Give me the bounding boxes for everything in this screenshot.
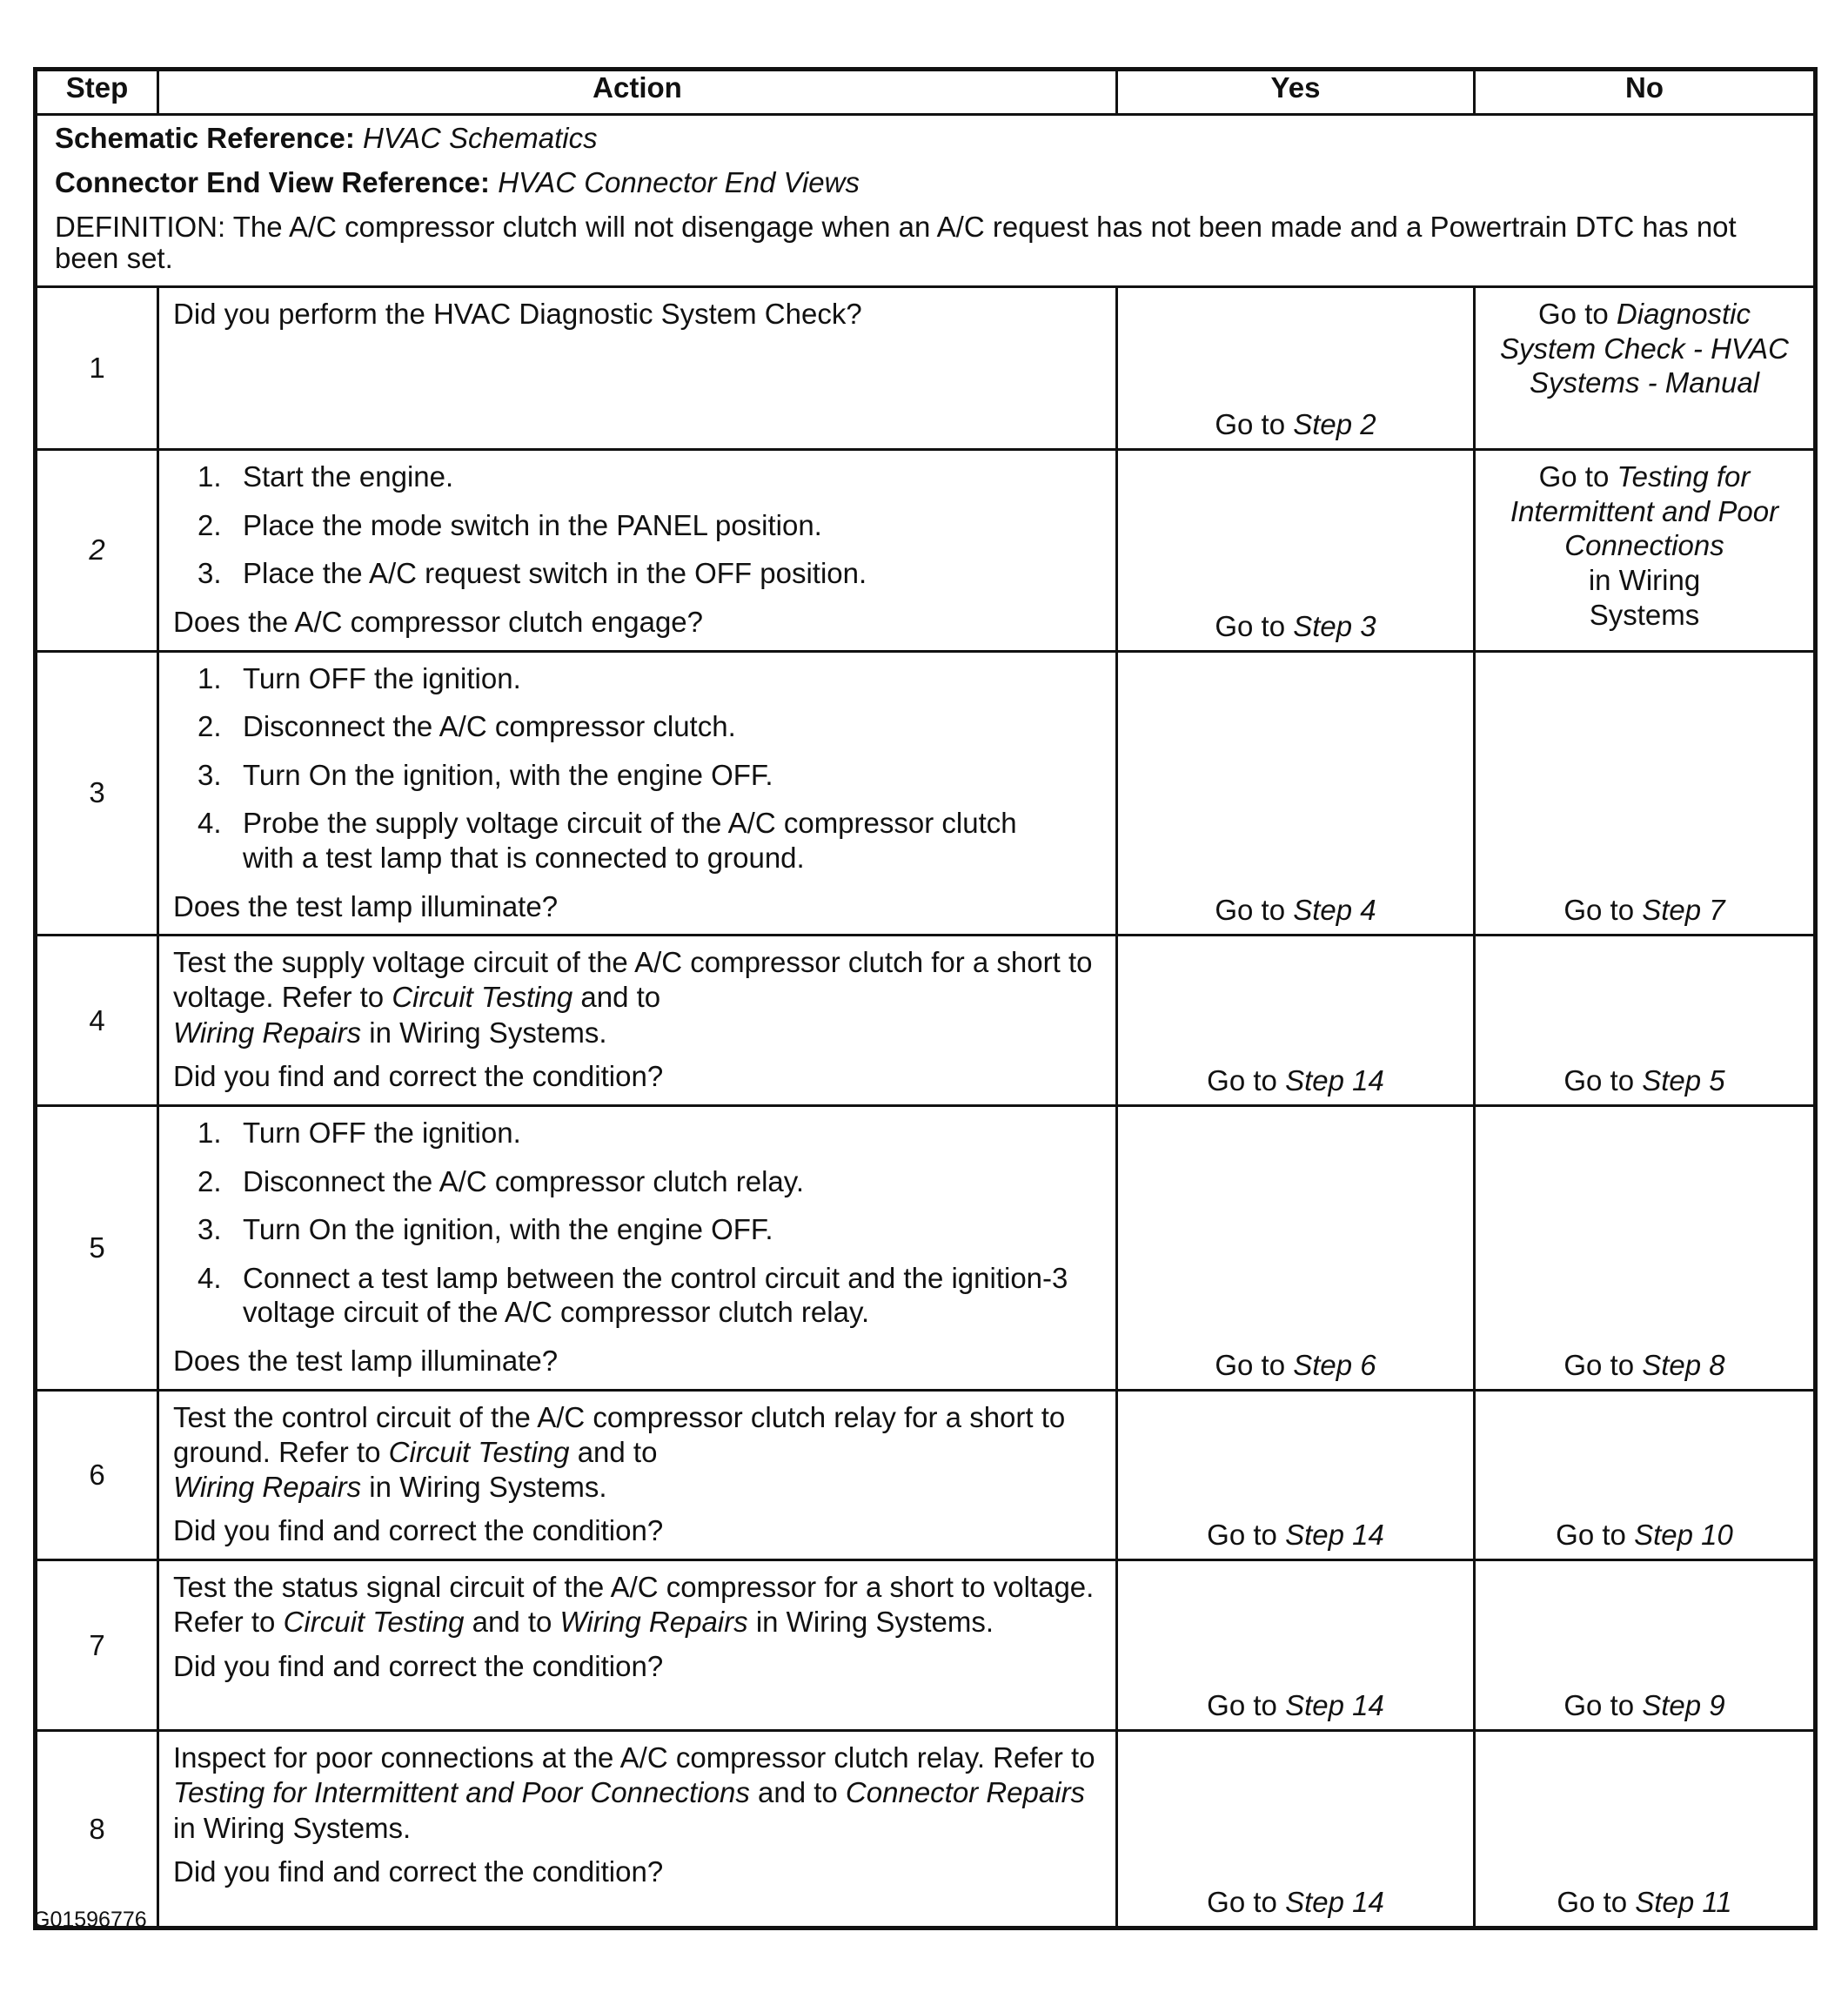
yes-cell	[1117, 1390, 1475, 1559]
list-item: 3. Turn On the ignition, with the engine OFF.	[198, 758, 773, 791]
action-steps-list	[173, 661, 1098, 875]
header-step: Step	[36, 70, 158, 115]
goto-prefix: Go to	[1538, 460, 1610, 493]
connector-repairs-link[interactable]: Connector Repairs	[845, 1776, 1086, 1809]
step-link[interactable]: Step 11	[1635, 1886, 1732, 1918]
goto-prefix: Go to	[1563, 1064, 1635, 1097]
goto-prefix: Go to	[1207, 1689, 1277, 1721]
wiring-repairs-link[interactable]: Wiring Repairs	[173, 1016, 362, 1049]
action-cell	[158, 936, 1117, 1106]
list-item: 1. Start the engine.	[198, 460, 454, 493]
step-link[interactable]: Step 14	[1285, 1519, 1384, 1551]
yes-cell	[1117, 1106, 1475, 1391]
step-link[interactable]: Step 3	[1293, 609, 1376, 642]
diagnostic-link-line2[interactable]: System Check - HVAC	[1500, 332, 1789, 365]
no-cell	[1475, 1390, 1816, 1559]
info-row	[36, 115, 1816, 287]
no-goto[interactable]	[1476, 1064, 1813, 1097]
list-item: 2. Place the mode switch in the PANEL position.	[198, 508, 822, 541]
yes-cell	[1117, 287, 1475, 450]
definition-text: DEFINITION: The A/C compressor clutch will not disengage when an A/C request has not been made and a Powertrain DTC has not been set.	[55, 210, 1737, 274]
action-paragraph: Inspect for poor connections at the A/C compressor clutch relay. Refer to Testing for Intermittent and Poor Connections and to Connector Repairs in Wiring Systems.	[173, 1741, 1095, 1844]
yes-cell	[1117, 936, 1475, 1106]
step-number: 2	[36, 450, 158, 651]
no-cell	[1475, 1560, 1816, 1731]
yes-goto[interactable]	[1118, 1349, 1473, 1382]
no-goto[interactable]	[1476, 451, 1813, 632]
step-number: 8	[36, 1731, 158, 1928]
step-link[interactable]: Step 6	[1293, 1348, 1376, 1381]
goto-prefix: Go to	[1215, 894, 1286, 927]
no-goto[interactable]	[1476, 1689, 1813, 1722]
action-steps-list	[173, 1116, 1098, 1330]
goto-prefix: Go to	[1557, 1886, 1628, 1918]
no-goto[interactable]	[1476, 1349, 1813, 1382]
action-question: Did you perform the HVAC Diagnostic System Check?	[173, 298, 862, 331]
schematic-reference	[55, 123, 1796, 155]
goto-prefix: Go to	[1538, 298, 1609, 331]
diagnostic-table	[33, 67, 1818, 1930]
table-row	[36, 287, 1816, 450]
action-steps-list	[173, 459, 1098, 591]
step-link[interactable]: Step 5	[1642, 1064, 1725, 1097]
action-cell	[158, 1106, 1117, 1391]
connector-reference-link[interactable]: HVAC Connector End Views	[498, 165, 860, 198]
action-question: Did you find and correct the condition?	[173, 1649, 664, 1682]
no-cell	[1475, 651, 1816, 936]
yes-goto[interactable]	[1118, 1689, 1473, 1722]
no-cell	[1475, 936, 1816, 1106]
action-question: Does the test lamp illuminate?	[173, 1345, 559, 1378]
testing-link[interactable]: Testing for	[1617, 460, 1751, 493]
schematic-reference-label: Schematic Reference:	[55, 122, 355, 154]
circuit-testing-link[interactable]: Circuit Testing	[283, 1606, 465, 1639]
circuit-testing-link[interactable]: Circuit Testing	[392, 981, 573, 1014]
goto-suffix: in Wiring	[1588, 563, 1701, 596]
goto-prefix: Go to	[1215, 609, 1286, 642]
no-cell	[1475, 1731, 1816, 1928]
goto-prefix: Go to	[1563, 894, 1635, 927]
action-paragraph: Test the control circuit of the A/C compressor clutch relay for a short to ground. Refer to Circuit Testing and to Wiring Repairs in Wiring Systems.	[173, 1400, 1066, 1504]
goto-prefix: Go to	[1215, 408, 1286, 441]
step-number: 1	[36, 287, 158, 450]
action-paragraph: Test the status signal circuit of the A/C compressor for a short to voltage. Refer to Circuit Testing and to Wiring Repairs in Wiring Systems.	[173, 1571, 1095, 1639]
testing-link-line3[interactable]: Connections	[1564, 529, 1724, 562]
table-row	[36, 450, 1816, 651]
list-item: 1. Turn OFF the ignition.	[198, 1117, 521, 1150]
action-cell	[158, 1560, 1117, 1731]
goto-prefix: Go to	[1563, 1348, 1635, 1381]
table-row	[36, 1731, 1816, 1928]
goto-prefix: Go to	[1207, 1519, 1277, 1551]
step-number: 5	[36, 1106, 158, 1391]
no-cell	[1475, 450, 1816, 651]
yes-goto[interactable]	[1118, 1886, 1473, 1919]
action-cell	[158, 1390, 1117, 1559]
step-link[interactable]: Step 4	[1293, 894, 1376, 927]
action-paragraph: Test the supply voltage circuit of the A/C compressor clutch for a short to voltage. Refer to Circuit Testing and to Wiring Repairs in Wiring Systems.	[173, 946, 1093, 1049]
no-cell	[1475, 1106, 1816, 1391]
goto-prefix: Go to	[1215, 1348, 1286, 1381]
step-number: 7	[36, 1560, 158, 1731]
yes-cell	[1117, 1731, 1475, 1928]
step-link[interactable]: Step 10	[1634, 1519, 1733, 1551]
step-link[interactable]: Step 14	[1285, 1886, 1384, 1918]
table-row	[36, 1106, 1816, 1391]
step-number: 3	[36, 651, 158, 936]
diagnostic-link[interactable]: Diagnostic	[1616, 298, 1751, 331]
yes-cell	[1117, 1560, 1475, 1731]
list-item: 3. Place the A/C request switch in the OFF position.	[198, 557, 867, 590]
header-action: Action	[158, 70, 1117, 115]
step-number: 4	[36, 936, 158, 1106]
step-number: 6	[36, 1390, 158, 1559]
list-item: 3. Turn On the ignition, with the engine OFF.	[198, 1213, 773, 1246]
step-link[interactable]: Step 9	[1642, 1689, 1725, 1721]
list-item: 4. Probe the supply voltage circuit of the A/C compressor clutch with a test lamp that is connected to ground.	[198, 807, 1017, 874]
intermittent-testing-link[interactable]: Testing for Intermittent and Poor Connections	[173, 1776, 750, 1809]
no-goto[interactable]	[1476, 894, 1813, 927]
action-cell	[158, 1731, 1117, 1928]
wiring-repairs-link[interactable]: Wiring Repairs	[559, 1606, 748, 1639]
list-item: 2. Disconnect the A/C compressor clutch relay.	[198, 1164, 804, 1197]
goto-suffix-line2: Systems	[1589, 598, 1700, 631]
step-link[interactable]: Step 7	[1642, 894, 1725, 927]
yes-goto[interactable]	[1118, 610, 1473, 643]
reference-info	[36, 115, 1816, 287]
step-link[interactable]: Step 14	[1285, 1064, 1384, 1097]
action-question: Does the A/C compressor clutch engage?	[173, 605, 704, 638]
yes-goto[interactable]	[1118, 408, 1473, 441]
yes-goto[interactable]	[1118, 1519, 1473, 1552]
yes-cell	[1117, 651, 1475, 936]
list-item: 4. Connect a test lamp between the control circuit and the ignition-3 voltage circuit of the A/C compressor clutch relay.	[198, 1261, 1068, 1329]
no-goto[interactable]	[1476, 1886, 1813, 1919]
connector-reference-label: Connector End View Reference:	[55, 165, 491, 198]
header-yes: Yes	[1117, 70, 1475, 115]
step-link[interactable]: Step 8	[1642, 1348, 1725, 1381]
diagnostic-link-line3[interactable]: Systems - Manual	[1529, 366, 1760, 399]
goto-prefix: Go to	[1207, 1886, 1277, 1918]
header-no: No	[1475, 70, 1816, 115]
action-question: Did you find and correct the condition?	[173, 1855, 664, 1888]
action-question: Does the test lamp illuminate?	[173, 889, 559, 922]
testing-link-line2[interactable]: Intermittent and Poor	[1510, 494, 1779, 527]
list-item: 2. Disconnect the A/C compressor clutch.	[198, 710, 736, 743]
connector-reference	[55, 167, 1796, 199]
action-cell	[158, 450, 1117, 651]
table-row	[36, 1390, 1816, 1559]
action-question: Did you find and correct the condition?	[173, 1514, 664, 1547]
step-link[interactable]: Step 2	[1293, 408, 1376, 441]
wiring-repairs-link[interactable]: Wiring Repairs	[173, 1471, 362, 1504]
goto-prefix: Go to	[1556, 1519, 1626, 1551]
goto-prefix: Go to	[1563, 1689, 1635, 1721]
action-cell	[158, 651, 1117, 936]
no-goto[interactable]	[1476, 1519, 1813, 1552]
yes-cell	[1117, 450, 1475, 651]
yes-goto[interactable]	[1118, 894, 1473, 927]
table-row	[36, 936, 1816, 1106]
table-row	[36, 651, 1816, 936]
action-cell	[158, 287, 1117, 450]
goto-prefix: Go to	[1207, 1064, 1277, 1097]
figure-id: G01596776	[33, 1908, 147, 1932]
list-item: 1. Turn OFF the ignition.	[198, 661, 521, 694]
table-row	[36, 1560, 1816, 1731]
schematic-reference-link[interactable]: HVAC Schematics	[363, 122, 598, 154]
no-cell	[1475, 287, 1816, 450]
circuit-testing-link[interactable]: Circuit Testing	[388, 1435, 570, 1468]
header-row	[36, 70, 1816, 115]
step-link[interactable]: Step 14	[1285, 1689, 1384, 1721]
action-question: Did you find and correct the condition?	[173, 1059, 664, 1092]
yes-goto[interactable]	[1118, 1064, 1473, 1097]
no-goto[interactable]	[1476, 288, 1813, 400]
